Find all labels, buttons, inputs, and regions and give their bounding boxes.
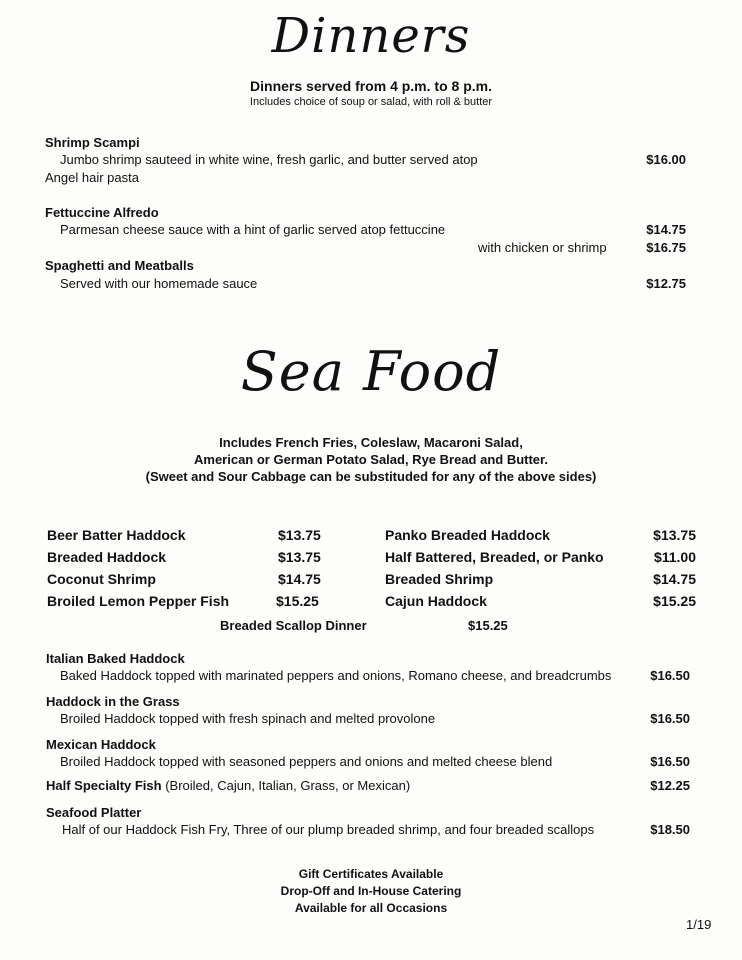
page-number: 1/19 — [686, 917, 712, 932]
grid-item-name: Panko Breaded Haddock — [385, 527, 550, 543]
item-name: Shrimp Scampi — [45, 135, 140, 150]
item-desc: (Broiled, Cajun, Italian, Grass, or Mexican) — [165, 778, 411, 793]
grid-item-price: $15.25 — [276, 593, 319, 609]
item-desc: Broiled Haddock topped with seasoned peppers and onions and melted cheese blend — [60, 754, 553, 769]
item-price: $16.50 — [650, 711, 690, 726]
footer-line: Gift Certificates Available — [298, 867, 444, 881]
grid-item-name: Cajun Haddock — [385, 593, 487, 609]
grid-item-name: Coconut Shrimp — [47, 571, 156, 587]
grid-item-price: $13.75 — [653, 527, 696, 543]
grid-item-price: $13.75 — [278, 527, 321, 543]
item-desc: Parmesan cheese sauce with a hint of garlic served atop fettuccine — [60, 222, 446, 237]
item-name: Mexican Haddock — [46, 737, 156, 752]
item-name: Haddock in the Grass — [46, 694, 180, 709]
seafood-includes: (Sweet and Sour Cabbage can be substituded for any of the above sides) — [145, 469, 597, 484]
item-price: $12.25 — [650, 778, 690, 793]
grid-item-name: Half Battered, Breaded, or Panko — [385, 549, 604, 565]
dinners-hours: Dinners served from 4 p.m. to 8 p.m. — [250, 78, 492, 94]
grid-item-name: Beer Batter Haddock — [47, 527, 186, 543]
seafood-includes: Includes French Fries, Coleslaw, Macaroni Salad, — [219, 435, 523, 450]
item-price: $18.50 — [650, 822, 690, 837]
item-name: Italian Baked Haddock — [46, 651, 185, 666]
item-price: $14.75 — [646, 222, 686, 237]
footer-line: Available for all Occasions — [294, 901, 448, 915]
seafood-includes: American or German Potato Salad, Rye Bread and Butter. — [194, 452, 548, 467]
footer-line: Drop-Off and In-House Catering — [280, 884, 462, 898]
dinners-title: Dinners — [271, 8, 471, 64]
item-desc: Angel hair pasta — [45, 170, 139, 185]
grid-item-price: $14.75 — [278, 571, 321, 587]
grid-item-price: $14.75 — [653, 571, 696, 587]
item-price: $12.75 — [646, 276, 686, 291]
item-option: with chicken or shrimp — [478, 240, 607, 255]
item-name: Seafood Platter — [46, 805, 142, 820]
item-desc: Jumbo shrimp sauteed in white wine, fresh garlic, and butter served atop — [60, 152, 478, 167]
grid-item-name: Breaded Haddock — [47, 549, 167, 565]
dinners-includes: Includes choice of soup or salad, with roll & butter — [249, 96, 493, 108]
item-desc: Half of our Haddock Fish Fry, Three of our plump breaded shrimp, and four breaded scallops — [62, 822, 595, 837]
grid-item-name: Broiled Lemon Pepper Fish — [47, 593, 230, 609]
item-price: $16.00 — [646, 152, 686, 167]
scallop-name: Breaded Scallop Dinner — [220, 618, 367, 633]
grid-item-price: $13.75 — [278, 549, 321, 565]
item-name: Half Specialty Fish — [46, 778, 162, 793]
item-name: Spaghetti and Meatballs — [45, 258, 194, 273]
item-desc: Broiled Haddock topped with fresh spinach and melted provolone — [60, 711, 436, 726]
item-name: Fettuccine Alfredo — [45, 205, 159, 220]
grid-item-name: Breaded Shrimp — [385, 571, 494, 587]
item-desc: Served with our homemade sauce — [60, 276, 258, 291]
item-desc: Baked Haddock topped with marinated peppers and onions, Romano cheese, and breadcrumbs — [60, 668, 612, 683]
grid-item-price: $15.25 — [653, 593, 696, 609]
item-price: $16.50 — [650, 754, 690, 769]
item-price: $16.50 — [650, 668, 690, 683]
scallop-price: $15.25 — [468, 618, 508, 633]
grid-item-price: $11.00 — [653, 549, 696, 565]
item-option-price: $16.75 — [646, 240, 686, 255]
seafood-title: Sea Food — [240, 340, 502, 403]
